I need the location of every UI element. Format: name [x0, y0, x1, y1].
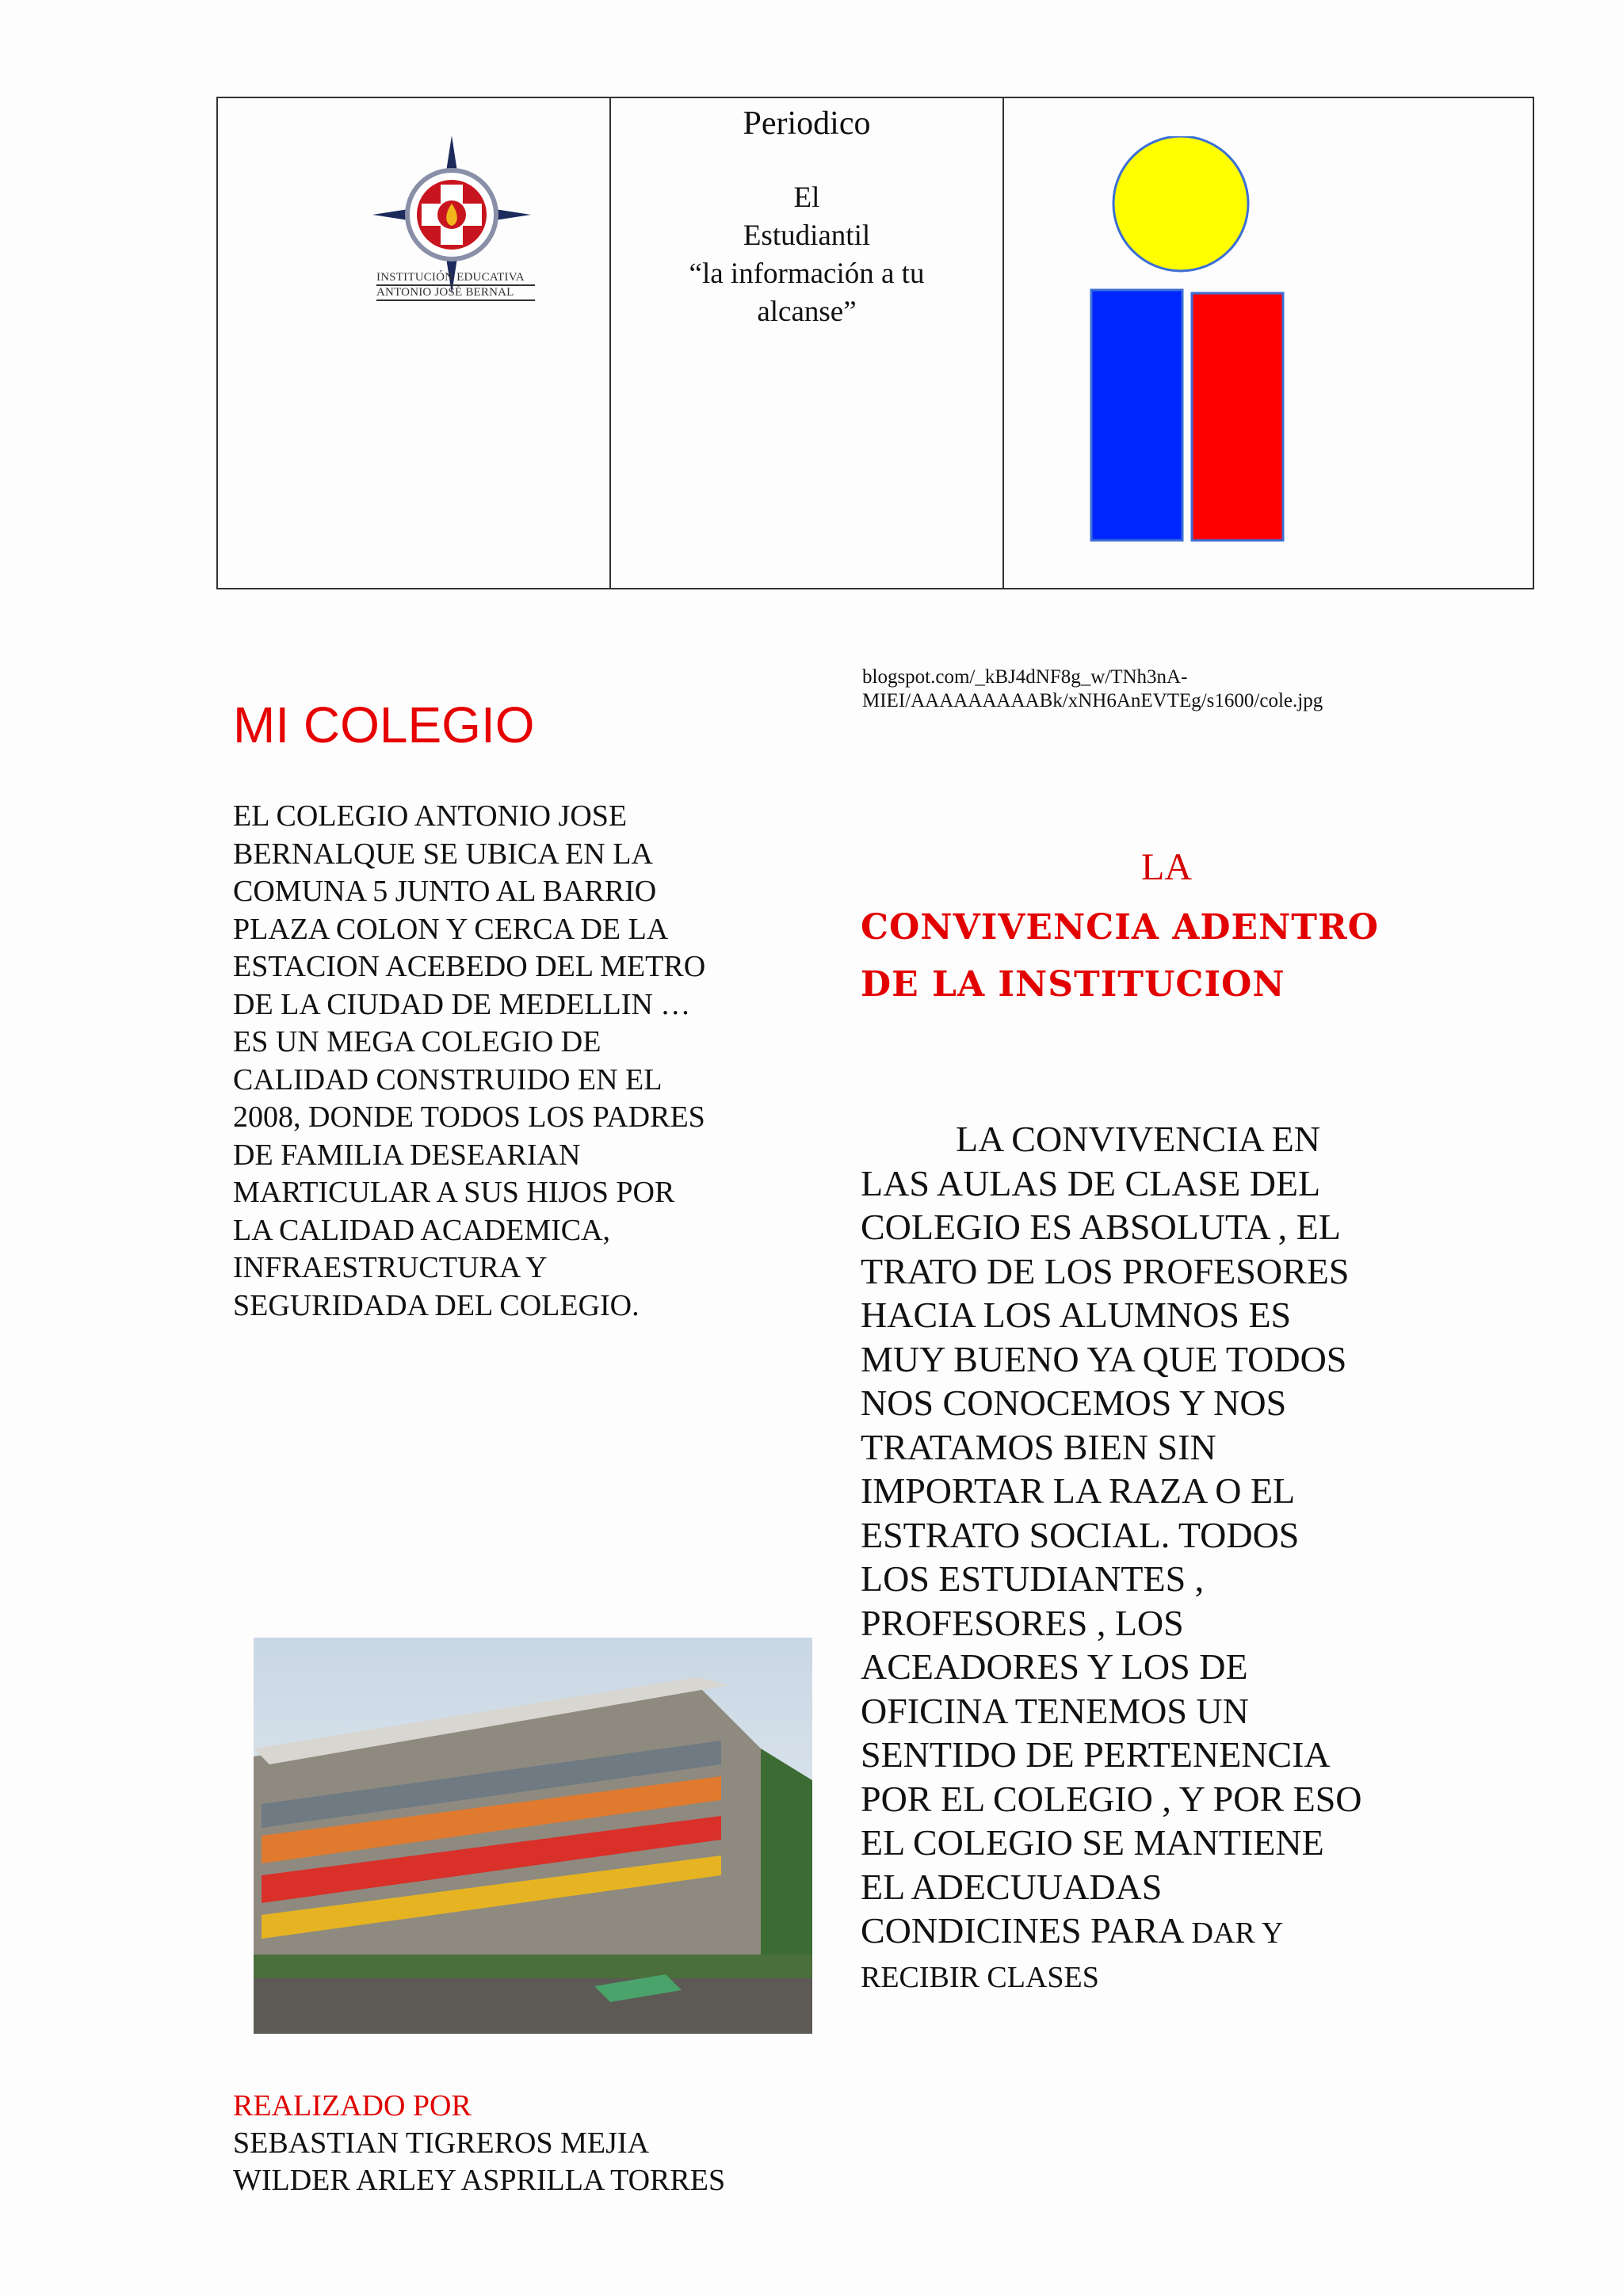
emblem-cell — [1004, 98, 1533, 588]
credits — [233, 2088, 725, 2199]
heading-line: CONVIVENCIA ADENTRO — [861, 907, 1379, 948]
body-line: IMPORTAR LA RAZA O EL — [861, 1470, 1296, 1511]
body-line: COMUNA 5 JUNTO AL BARRIO — [233, 875, 657, 908]
body-line: OFICINA TENEMOS UN — [861, 1690, 1249, 1731]
credits-label: REALIZADO POR — [233, 2089, 472, 2122]
author-name: WILDER ARLEY ASPRILLA TORRES — [233, 2164, 726, 2197]
body-line: RECIBIR CLASES — [861, 1960, 1099, 1994]
body-line: LOS ESTUDIANTES , — [861, 1558, 1205, 1599]
logo-caption-line-1: INSTITUCIÓN EDUCATIVA — [376, 271, 535, 286]
body-line: TRATAMOS BIEN SIN — [861, 1426, 1216, 1467]
subtitle-line: El — [793, 181, 820, 214]
body-line: ESTACION ACEBEDO DEL METRO — [233, 950, 706, 983]
body-line: INFRAESTRUCTURA Y — [233, 1251, 548, 1284]
body-line: POR EL COLEGIO , Y POR ESO — [861, 1778, 1362, 1819]
body-line-small: DAR Y — [1191, 1917, 1284, 1950]
body-line: PROFESORES , LOS — [861, 1602, 1184, 1643]
mi-colegio-heading: MI COLEGIO — [233, 696, 535, 753]
image-source-url — [862, 666, 1433, 713]
body-line: ES UN MEGA COLEGIO DE — [233, 1025, 601, 1058]
body-line: MARTICULAR A SUS HIJOS POR — [233, 1176, 675, 1209]
person-emblem-icon — [1066, 136, 1296, 564]
body-line: 2008, DONDE TODOS LOS PADRES — [233, 1100, 705, 1134]
subtitle-line: alcanse” — [757, 296, 857, 328]
newspaper-title: Periodico — [743, 105, 871, 142]
body-line: SENTIDO DE PERTENENCIA — [861, 1734, 1331, 1775]
logo-cell — [218, 98, 611, 588]
body-line — [861, 1909, 1415, 1956]
body-line: HACIA LOS ALUMNOS ES — [861, 1295, 1292, 1335]
url-line: blogspot.com/_kBJ4dNF8g_w/TNh3nA- — [862, 666, 1188, 688]
body-line: BERNALQUE SE UBICA EN LA — [233, 837, 653, 871]
convivencia-heading-la: LA — [1141, 846, 1192, 888]
body-line: DE FAMILIA DESEARIAN — [233, 1138, 581, 1172]
body-line: TRATO DE LOS PROFESORES — [861, 1250, 1350, 1291]
logo-caption-line-2: ANTONIO JOSÉ BERNAL — [376, 286, 535, 301]
body-line: LAS AULAS DE CLASE DEL — [861, 1162, 1321, 1203]
body-line-main: CONDICINES PARA — [861, 1910, 1192, 1951]
school-building-photo — [254, 1638, 812, 2034]
subtitle-line: “la información a tu — [689, 257, 925, 290]
body-line: LA CONVIVENCIA EN — [956, 1119, 1320, 1159]
body-line: PLAZA COLON Y CERCA DE LA — [233, 912, 669, 946]
body-line: CALIDAD CONSTRUIDO EN EL — [233, 1062, 663, 1097]
convivencia-heading — [861, 899, 1431, 1013]
body-line: ACEADORES Y LOS DE — [861, 1646, 1248, 1687]
title-cell — [611, 98, 1004, 588]
body-line: LA CALIDAD ACADEMICA, — [233, 1213, 611, 1247]
mi-colegio-body — [233, 798, 772, 1325]
url-line: MIEI/AAAAAAAAABk/xNH6AnEVTEg/s1600/cole.jpg — [862, 690, 1323, 711]
body-line: SEGURIDADA DEL COLEGIO. — [233, 1288, 640, 1322]
author-name: SEBASTIAN TIGREROS MEJIA — [233, 2126, 650, 2160]
body-line: EL COLEGIO ANTONIO JOSE — [233, 799, 628, 833]
body-line: EL ADECUUADAS — [861, 1866, 1163, 1907]
body-line: COLEGIO ES ABSOLUTA , EL — [861, 1207, 1341, 1247]
convivencia-body — [861, 1117, 1415, 2000]
body-line: MUY BUENO YA QUE TODOS — [861, 1338, 1347, 1379]
body-line: EL COLEGIO SE MANTIENE — [861, 1822, 1324, 1863]
subtitle-line: Estudiantil — [743, 219, 871, 252]
logo-caption — [376, 271, 535, 301]
header-table — [216, 97, 1534, 589]
heading-line: DE LA INSTITUCION — [861, 964, 1285, 1005]
body-line: NOS CONOCEMOS Y NOS — [861, 1383, 1287, 1423]
newspaper-subtitle — [611, 179, 1002, 331]
body-line: DE LA CIUDAD DE MEDELLIN … — [233, 987, 691, 1021]
body-line: ESTRATO SOCIAL. TODOS — [861, 1514, 1300, 1555]
